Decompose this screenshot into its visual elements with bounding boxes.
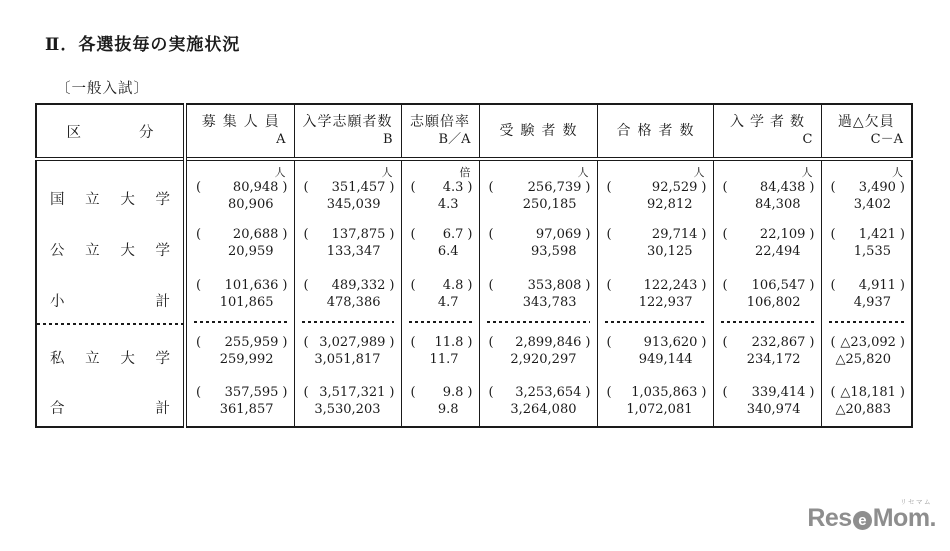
prev-value: 339,414	[751, 385, 806, 400]
paren-open: (	[830, 385, 836, 400]
prev-value: 489,332	[331, 277, 386, 293]
paren-close: )	[809, 179, 815, 195]
prev-value: 4.8	[442, 277, 464, 293]
paren-close: )	[282, 226, 288, 242]
table-row-private	[36, 325, 912, 376]
paren-open: (	[196, 277, 202, 293]
paren-close: )	[899, 385, 905, 400]
paren-open: (	[303, 334, 309, 350]
prev-value: 256,739	[527, 179, 582, 195]
current-value: 1,535	[853, 243, 891, 259]
unit-label: 人	[274, 165, 286, 179]
data-cell	[713, 268, 821, 319]
prev-value: △18,181	[840, 385, 896, 400]
paren-open: (	[722, 179, 728, 195]
unit-label: 人	[693, 165, 705, 179]
prev-value: 11.8	[434, 334, 464, 350]
data-cell	[713, 376, 821, 427]
prev-value: 122,243	[643, 277, 698, 293]
data-cell	[597, 376, 713, 427]
category-header-char: 区	[66, 124, 81, 141]
paren-open: (	[488, 179, 494, 195]
paren-open: (	[830, 226, 836, 242]
data-cell	[821, 376, 912, 427]
data-cell	[821, 217, 912, 268]
data-cell	[821, 268, 912, 319]
current-value: △20,883	[835, 402, 891, 417]
data-cell	[597, 325, 713, 376]
resemom-logo-text: Res	[807, 504, 852, 532]
paren-open: (	[722, 277, 728, 293]
unit-label: 倍	[459, 165, 471, 179]
page-title: Ⅱ．各選抜毎の実施状況	[45, 35, 241, 55]
resemom-logo-text: Mom	[872, 504, 930, 532]
current-value: 30,125	[647, 243, 693, 259]
row-category-private: 私 立 大 学	[36, 325, 185, 376]
paren-close: )	[389, 226, 395, 242]
paren-open: (	[410, 226, 416, 242]
current-value: 478,386	[326, 294, 381, 310]
paren-open: (	[488, 385, 494, 400]
prev-value: 106,547	[751, 277, 806, 293]
paren-open: (	[830, 179, 836, 195]
paren-close: )	[389, 334, 395, 350]
current-value: 92,812	[647, 196, 693, 212]
column-header-successful: 合格者数	[597, 104, 713, 159]
prev-value: 3,027,989	[319, 334, 386, 350]
prev-value: 92,529	[651, 179, 698, 195]
data-cell	[479, 217, 597, 268]
column-header-capacity: 募集人員 A	[185, 104, 294, 159]
data-cell	[401, 217, 479, 268]
paren-open: (	[410, 334, 416, 350]
data-cell	[479, 159, 597, 217]
row-category-national: 国 立 大 学	[36, 159, 185, 217]
current-value: 949,144	[638, 351, 693, 367]
unit-label: 人	[892, 165, 903, 179]
prev-value: 9.8	[442, 385, 464, 400]
prev-value: 20,688	[232, 226, 279, 242]
paren-close: )	[899, 277, 905, 293]
current-value: 80,906	[228, 196, 274, 212]
prev-value: 6.7	[442, 226, 464, 242]
current-value: 133,347	[326, 243, 381, 259]
data-cell	[479, 325, 597, 376]
table-body	[36, 159, 912, 427]
paren-close: )	[282, 385, 288, 400]
paren-open: (	[410, 179, 416, 195]
paren-open: (	[303, 226, 309, 242]
prev-value: 84,438	[759, 179, 806, 195]
paren-open: (	[196, 226, 202, 242]
paren-close: )	[585, 226, 591, 242]
current-value: 345,039	[326, 196, 381, 212]
current-value: 343,783	[522, 294, 577, 310]
paren-close: )	[467, 385, 473, 400]
data-cell	[401, 268, 479, 319]
paren-open: (	[722, 385, 728, 400]
resemom-logo-e-icon: e	[853, 511, 872, 530]
paren-close: )	[899, 334, 905, 350]
paren-open: (	[488, 334, 494, 350]
resemom-logo-kana: リセマム	[900, 499, 932, 506]
current-value: 4,937	[853, 294, 891, 310]
paren-close: )	[389, 385, 395, 400]
table-row-subtotal	[36, 268, 912, 319]
paren-close: )	[467, 334, 473, 350]
data-cell	[185, 159, 294, 217]
paren-open: (	[606, 277, 612, 293]
prev-value: 3,253,654	[515, 385, 582, 400]
current-value: 93,598	[531, 243, 577, 259]
row-category-public: 公 立 大 学	[36, 217, 185, 268]
table-row-total	[36, 376, 912, 427]
row-category-total: 合 計	[36, 376, 185, 427]
data-cell	[294, 159, 401, 217]
data-cell	[479, 376, 597, 427]
paren-open: (	[303, 385, 309, 400]
paren-close: )	[809, 385, 815, 400]
data-cell	[185, 325, 294, 376]
paren-close: )	[809, 226, 815, 242]
unit-label: 人	[381, 165, 393, 179]
paren-close: )	[809, 334, 815, 350]
results-table	[35, 103, 913, 428]
prev-value: 255,959	[224, 334, 279, 350]
data-cell	[294, 325, 401, 376]
prev-value: 357,595	[224, 385, 279, 400]
prev-value: △23,092	[840, 334, 896, 350]
paren-open: (	[722, 226, 728, 242]
paren-open: (	[196, 179, 202, 195]
data-cell	[479, 268, 597, 319]
paren-close: )	[585, 179, 591, 195]
current-value: 340,974	[746, 402, 801, 417]
prev-value: 97,069	[535, 226, 582, 242]
current-value: 250,185	[522, 196, 577, 212]
column-header-ratio: 志願倍率 B／A	[401, 104, 479, 159]
data-cell	[185, 376, 294, 427]
paren-open: (	[488, 277, 494, 293]
current-value: 9.8	[437, 402, 459, 417]
current-value: 6.4	[437, 243, 459, 259]
column-header-category	[36, 104, 185, 159]
paren-close: )	[701, 334, 707, 350]
paren-close: )	[701, 226, 707, 242]
data-cell	[597, 159, 713, 217]
data-cell	[401, 376, 479, 427]
paren-open: (	[722, 334, 728, 350]
data-cell	[821, 159, 912, 217]
header-row	[36, 104, 912, 159]
paren-close: )	[585, 385, 591, 400]
current-value: 3,530,203	[314, 402, 381, 417]
current-value: 84,308	[755, 196, 801, 212]
paren-open: (	[606, 226, 612, 242]
current-value: 106,802	[746, 294, 801, 310]
prev-value: 2,899,846	[515, 334, 582, 350]
current-value: 4.3	[437, 196, 459, 212]
current-value: 101,865	[219, 294, 274, 310]
resemom-logo	[807, 499, 936, 533]
unit-label: 人	[577, 165, 589, 179]
paren-open: (	[196, 334, 202, 350]
prev-value: 3,517,321	[319, 385, 386, 400]
data-cell	[713, 159, 821, 217]
prev-value: 353,808	[527, 277, 582, 293]
prev-value: 4,911	[858, 277, 896, 293]
current-value: 361,857	[219, 402, 274, 417]
prev-value: 913,620	[643, 334, 698, 350]
current-value: 122,937	[638, 294, 693, 310]
category-header-char: 分	[139, 124, 154, 141]
prev-value: 351,457	[331, 179, 386, 195]
paren-close: )	[701, 277, 707, 293]
paren-open: (	[830, 334, 836, 350]
data-cell	[597, 268, 713, 319]
paren-close: )	[282, 334, 288, 350]
paren-open: (	[606, 385, 612, 400]
data-cell	[185, 217, 294, 268]
current-value: 3,402	[853, 196, 891, 212]
prev-value: 1,421	[858, 226, 896, 242]
prev-value: 101,636	[224, 277, 279, 293]
current-value: 22,494	[755, 243, 801, 259]
column-header-examinees: 受験者数	[479, 104, 597, 159]
data-cell	[713, 217, 821, 268]
paren-open: (	[410, 277, 416, 293]
paren-close: )	[701, 385, 707, 400]
paren-close: )	[282, 277, 288, 293]
table-row-national	[36, 159, 912, 217]
data-cell	[821, 325, 912, 376]
resemom-logo-dot: .	[929, 504, 936, 532]
column-header-enrollees: 入学者数 C	[713, 104, 821, 159]
current-value: 4.7	[437, 294, 459, 310]
data-cell	[401, 159, 479, 217]
table-header	[36, 104, 912, 159]
paren-close: )	[899, 179, 905, 195]
prev-value: 232,867	[751, 334, 806, 350]
data-cell	[713, 325, 821, 376]
row-category-subtotal: 小 計	[36, 268, 185, 319]
current-value: 259,992	[219, 351, 274, 367]
current-value: 3,264,080	[510, 402, 577, 417]
prev-value: 80,948	[232, 179, 279, 195]
paren-open: (	[196, 385, 202, 400]
data-cell	[294, 217, 401, 268]
paren-close: )	[467, 226, 473, 242]
data-cell	[401, 325, 479, 376]
paren-open: (	[488, 226, 494, 242]
paren-close: )	[467, 277, 473, 293]
paren-open: (	[606, 179, 612, 195]
current-value: 1,072,081	[626, 402, 693, 417]
paren-open: (	[303, 179, 309, 195]
table-row-public	[36, 217, 912, 268]
paren-close: )	[585, 334, 591, 350]
column-header-applicants: 入学志願者数 B	[294, 104, 401, 159]
current-value: 20,959	[228, 243, 274, 259]
prev-value: 22,109	[759, 226, 806, 242]
prev-value: 3,490	[858, 179, 896, 195]
column-header-surplus-vacancy: 過△欠員 C－A	[821, 104, 912, 159]
paren-close: )	[585, 277, 591, 293]
unit-label: 人	[801, 165, 813, 179]
paren-close: )	[467, 179, 473, 195]
data-cell	[185, 268, 294, 319]
paren-close: )	[282, 179, 288, 195]
prev-value: 1,035,863	[631, 385, 698, 400]
data-cell	[294, 376, 401, 427]
paren-close: )	[701, 179, 707, 195]
current-value: 3,051,817	[314, 351, 381, 367]
paren-close: )	[389, 179, 395, 195]
paren-open: (	[606, 334, 612, 350]
current-value: 234,172	[746, 351, 801, 367]
current-value: △25,820	[835, 351, 891, 367]
paren-open: (	[830, 277, 836, 293]
prev-value: 4.3	[442, 179, 464, 195]
paren-close: )	[809, 277, 815, 293]
prev-value: 137,875	[331, 226, 386, 242]
paren-open: (	[303, 277, 309, 293]
paren-open: (	[410, 385, 416, 400]
current-value: 11.7	[429, 351, 459, 367]
prev-value: 29,714	[651, 226, 698, 242]
section-label: 〔一般入試〕	[56, 81, 149, 97]
paren-close: )	[899, 226, 905, 242]
data-cell	[294, 268, 401, 319]
data-cell	[597, 217, 713, 268]
current-value: 2,920,297	[510, 351, 577, 367]
paren-close: )	[389, 277, 395, 293]
